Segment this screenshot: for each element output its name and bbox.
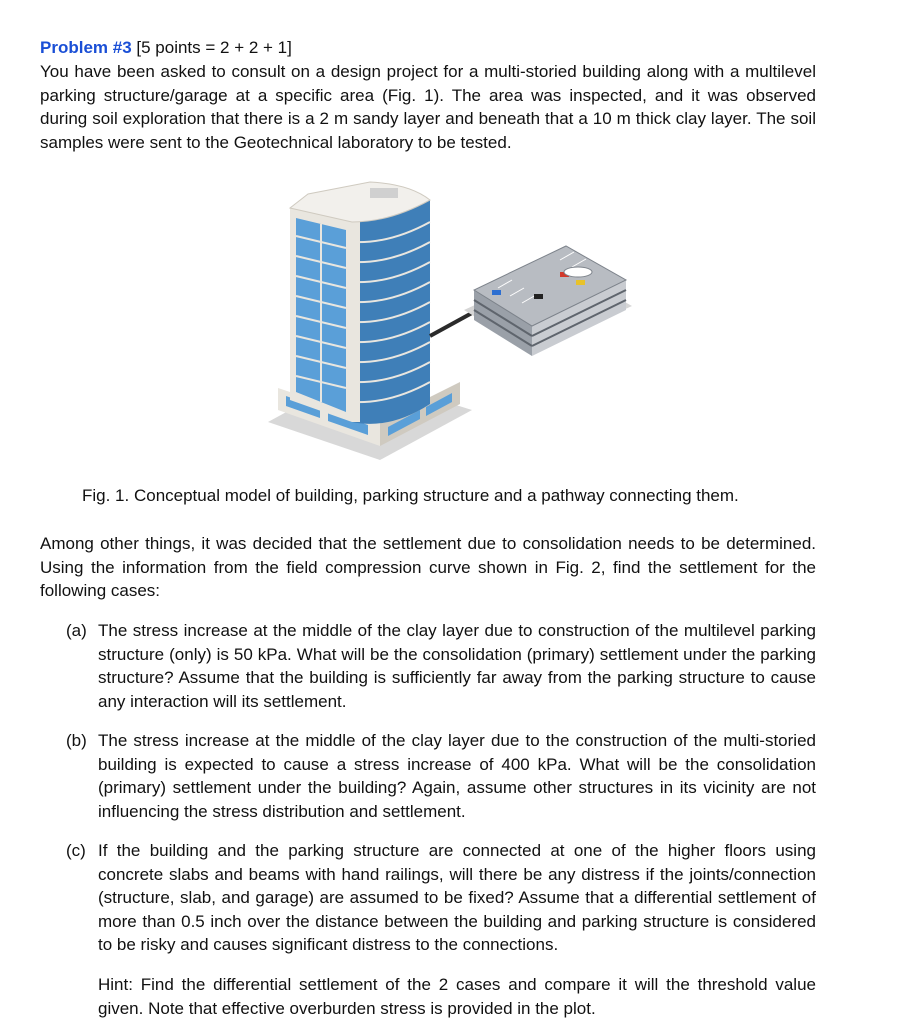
car-black [534,294,543,299]
figure-caption: Fig. 1. Conceptual model of building, parking structure and a pathway connecting them. [82,486,739,505]
question-a-label: (a) [66,621,87,640]
problem-intro: You have been asked to consult on a design project for a multi-storied building along with a multilevel parking structure/garage at a specific area (Fig. 1). The area was inspected, and it was observed during soil exploration that there is a 2 m sandy layer and beneath that a 10 m thick clay layer. The soil samples were sent to the Geotechnical laboratory to be tested. [40,62,816,152]
question-a [66,619,816,713]
question-b-text: The stress increase at the middle of the clay layer due to the construction of the multi-storied building is expected to cause a stress increase of 400 kPa. What will be the consolidation (primary) settlement under the building? Again, assume other structures in its vicinity are not influencing the stress distribution and settlement. [98,731,816,821]
problem-label: Problem #3 [40,38,132,57]
garage-ramp [564,267,592,277]
question-c-text: If the building and the parking structure are connected at one of the higher floors using concrete slabs and beams with hand railings, will there be any distress if the joints/connection (structure, slab, and garage) are assumed to be fixed? Assume that a differential settlement of more than 0.5 inch over the distance between the building and parking structure is considered to be risky and causes significant distress to the connections. [98,841,816,954]
car-yellow [576,280,585,285]
problem-points: [5 points = 2 + 2 + 1] [131,38,292,57]
question-c-label: (c) [66,841,86,860]
problem-heading [40,36,816,60]
hint-text: Hint: Find the differential settlement of the 2 cases and compare it will the threshold value given. Note that effective overburden stress is provided in the plot. [98,975,816,1018]
rooftop-unit [370,188,398,198]
figure-1-illustration [260,160,640,470]
tower-pilaster [352,220,360,422]
building-parking-illustration [260,160,640,470]
question-b-label: (b) [66,731,87,750]
question-a-text: The stress increase at the middle of the clay layer due to construction of the multilevel parking structure (only) is 50 kPa. What will be the consolidation (primary) settlement under the parking structure? Assume that the building is sufficiently far away from the parking structure to cause any interaction will its settlement. [98,621,816,711]
settlement-intro: Among other things, it was decided that the settlement due to consolidation needs to be determined. Using the information from the field compression curve shown in Fig. 2, find the settlement for the following cases: [40,534,816,600]
question-b [66,729,816,823]
car-blue [492,290,501,295]
question-c [66,839,816,957]
tower-curved-face [352,200,430,424]
